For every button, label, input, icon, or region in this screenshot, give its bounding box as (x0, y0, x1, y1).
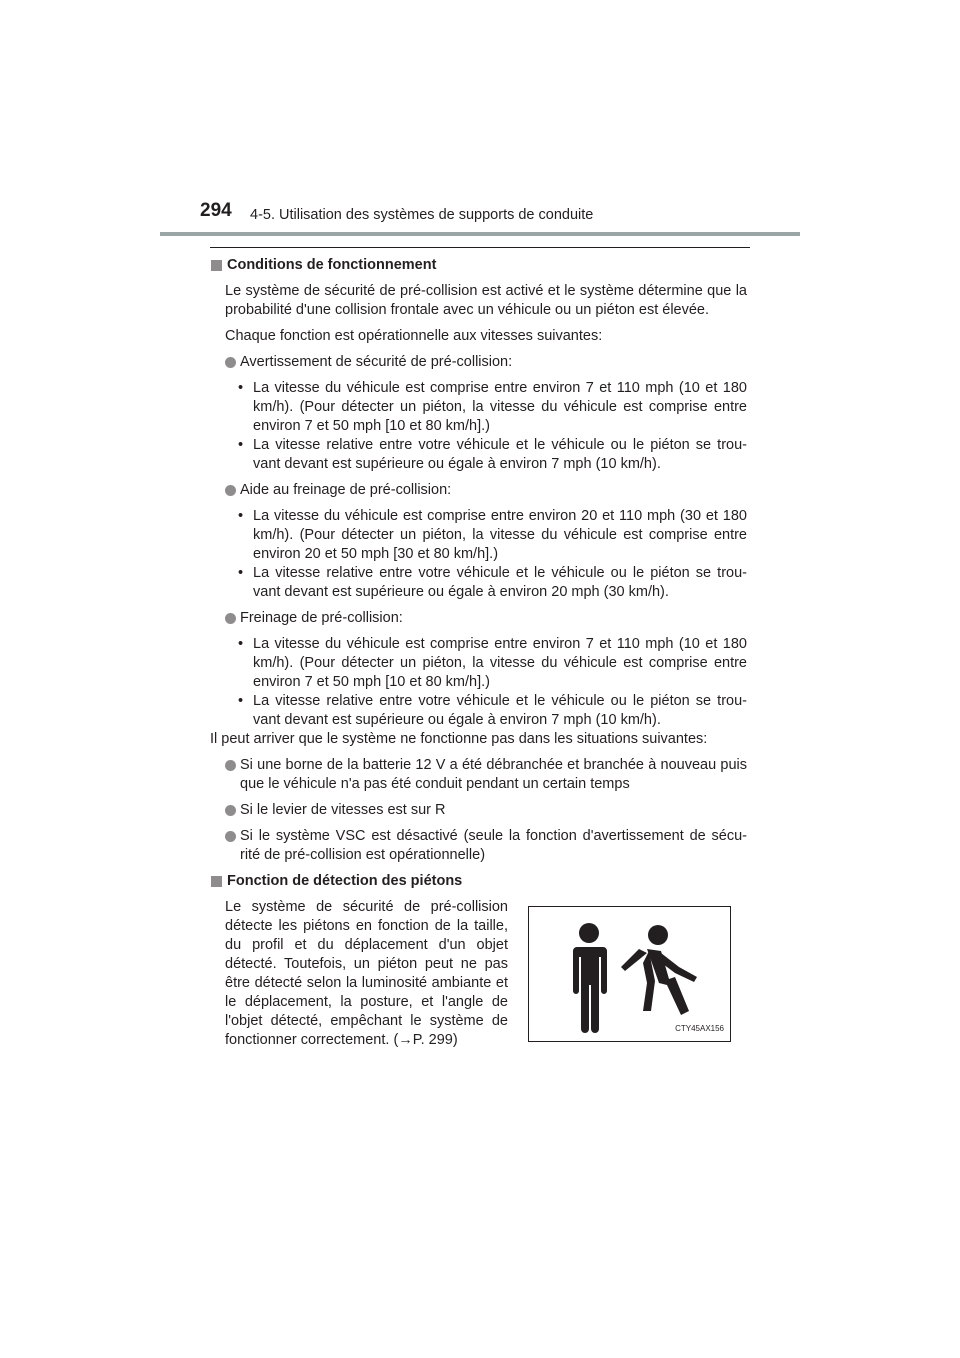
section-heading-pedestrian (210, 872, 747, 891)
speeds-intro: Chaque fonction est opérationnelle aux vitesses suivantes: (225, 328, 603, 344)
condition-item: • La vitesse relative entre votre véhicule et le véhicule ou le piéton se trou-vant devant est supérieure ou égale à environ 7 mph (10 km/h). (238, 437, 747, 472)
section-heading-text: Conditions de fonctionnement (227, 257, 437, 273)
function-conditions (210, 507, 747, 602)
pedestrian-figure (528, 906, 731, 1042)
header-bar (160, 232, 800, 236)
situation-item: Si le système VSC est désactivé (seule la fonction d'avertissement de sécu-rité de pré-collision est opérationnelle) (210, 827, 747, 865)
circle-bullet-icon (225, 613, 236, 624)
figure-code: CTY45AX156 (675, 1024, 724, 1033)
section-heading-text: Fonction de détection des piétons (227, 873, 463, 889)
header-page-number: 294 (200, 200, 232, 221)
situation-item: Si le levier de vitesses est sur R (210, 801, 747, 820)
function-label: Avertissement de sécurité de pré-collision: (240, 354, 513, 370)
function-label: Freinage de pré-collision: (240, 610, 403, 626)
page-content (210, 256, 747, 1088)
section-heading-conditions (210, 256, 747, 275)
function-item (210, 609, 747, 628)
header-section-title: 4-5. Utilisation des systèmes de supports de conduite (250, 207, 594, 223)
condition-item: • La vitesse du véhicule est comprise entre environ 7 et 110 mph (10 et 180 km/h). (Pour détecter un piéton, la vitesse du véhicule est comprise entre environ 7 et 50 mph [10 et 80 km/h].) (238, 636, 747, 690)
circle-bullet-icon (225, 485, 236, 496)
header-rule (210, 247, 750, 248)
intro-paragraph: Le système de sécurité de pré-collision est activé et le système détermine que la probabilité d'une collision frontale avec un véhicule ou un piéton est élevée. (225, 283, 747, 318)
circle-bullet-icon (225, 831, 236, 842)
function-item (210, 353, 747, 372)
condition-item: • La vitesse du véhicule est comprise entre environ 20 et 110 mph (30 et 180 km/h). (Pour détecter un piéton, la vitesse du véhicule est comprise entre environ 20 et 50 mph [30 et 80 km/h].) (238, 508, 747, 562)
condition-item: • La vitesse relative entre votre véhicule et le véhicule ou le piéton se trou-vant devant est supérieure ou égale à environ 7 mph (10 km/h). (238, 693, 747, 728)
condition-item: • La vitesse du véhicule est comprise entre environ 7 et 110 mph (10 et 180 km/h). (Pour détecter un piéton, la vitesse du véhicule est comprise entre environ 7 et 50 mph [10 et 80 km/h].) (238, 380, 747, 434)
circle-bullet-icon (225, 805, 236, 816)
square-bullet-icon (211, 876, 222, 887)
condition-item: • La vitesse relative entre votre véhicule et le véhicule ou le piéton se trou-vant devant est supérieure ou égale à environ 20 mph (30 km/h). (238, 565, 747, 600)
circle-bullet-icon (225, 357, 236, 368)
function-conditions (210, 379, 747, 474)
may-not-work-text: Il peut arriver que le système ne fonctionne pas dans les situations suivantes: (210, 731, 708, 747)
pedestrian-section (210, 898, 747, 1088)
situation-item: Si une borne de la batterie 12 V a été débranchée et branchée à nouveau puis que le véhicule n'a pas été conduit pendant un certain temps (210, 756, 747, 794)
square-bullet-icon (211, 260, 222, 271)
function-item (210, 481, 747, 500)
function-label: Aide au freinage de pré-collision: (240, 482, 452, 498)
pedestrian-paragraph: Le système de sécurité de pré-collision détecte les piétons en fonction de la taille, du profil et du déplacement d'un objet détecté. Toutefois, un piéton peut ne pas être détecté selon la luminosité ambiante et le déplacement, la posture, et l'angle de l'objet détecté, empêchant le système de fonctionner correctement. (→P. 299) (225, 899, 508, 1048)
circle-bullet-icon (225, 760, 236, 771)
function-conditions (210, 635, 747, 730)
